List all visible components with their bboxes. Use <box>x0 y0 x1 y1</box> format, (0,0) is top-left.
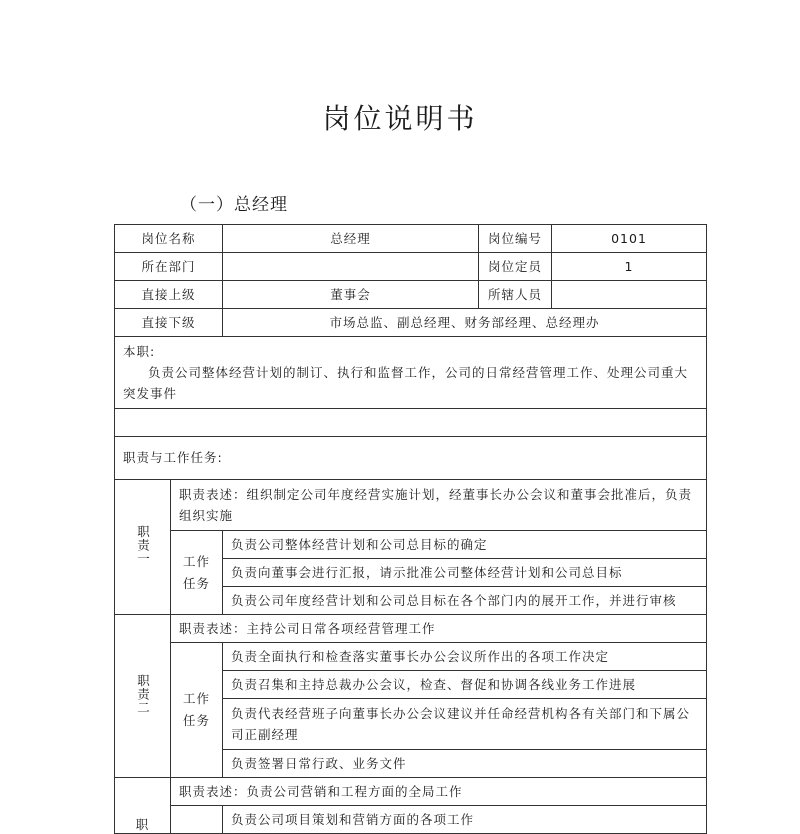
duty-1-task-label <box>171 531 223 615</box>
duty-summary-cell <box>115 337 707 409</box>
duty-2-description: 职责表述：主持公司日常各项经营管理工作 <box>171 615 707 643</box>
department-value <box>223 253 479 281</box>
duty-2-task-2: 负责召集和主持总裁办公会议，检查、督促和协调各线业务工作进展 <box>223 671 707 699</box>
duty-2-task-4: 负责签署日常行政、业务文件 <box>223 750 707 778</box>
duty-1-description-row <box>115 480 707 531</box>
subordinates-count-value <box>552 281 707 309</box>
duty-1-task-2: 负责向董事会进行汇报，请示批准公司整体经营计划和公司总目标 <box>223 559 707 587</box>
duty-2-task-label-text: 工作任务 <box>182 691 210 728</box>
duty-3-task-label-cell <box>171 806 223 834</box>
section-title: （一）总经理 <box>180 195 288 215</box>
row-blank <box>115 409 707 437</box>
superior-value: 董事会 <box>223 281 479 309</box>
document-title: 岗位说明书 <box>322 102 478 135</box>
row-duty-summary <box>115 337 707 409</box>
subordinate-value: 市场总监、副总经理、财务部经理、总经理办 <box>223 309 707 337</box>
duty-3-description-row <box>115 778 707 806</box>
duty-1-name <box>115 480 171 615</box>
duty-1-task-3: 负责公司年度经营计划和公司总目标在各个部门内的展开工作，并进行审核 <box>223 587 707 615</box>
duties-heading: 职责与工作任务: <box>115 437 707 480</box>
duty-summary-text: 负责公司整体经营计划的制订、执行和监督工作，公司的日常经营管理工作、处理公司重大突发事件 <box>123 365 689 401</box>
row-department <box>115 253 707 281</box>
subordinate-label: 直接下级 <box>115 309 223 337</box>
duty-3-task-1: 负责公司项目策划和营销方面的各项工作 <box>223 806 707 834</box>
blank-cell <box>115 409 707 437</box>
duty-summary-label: 本职: <box>123 344 156 359</box>
duty-1-name-text: 职责一 <box>135 524 151 566</box>
subordinates-count-label: 所辖人员 <box>479 281 552 309</box>
duty-2-name <box>115 615 171 778</box>
duty-2-task-label <box>171 643 223 778</box>
duty-3-name <box>115 778 171 834</box>
duty-2-description-row <box>115 615 707 643</box>
staff-count-value: 1 <box>552 253 707 281</box>
duty-2-task-3: 负责代表经营班子向董事长办公会议建议并任命经营机构各有关部门和下属公司正副经理 <box>223 699 707 750</box>
row-duties-heading <box>115 437 707 480</box>
duty-2-name-text: 职责二 <box>135 673 151 715</box>
position-name-value: 总经理 <box>223 225 479 253</box>
row-superior <box>115 281 707 309</box>
duty-3-name-text: 职 <box>135 817 150 832</box>
position-name-label: 岗位名称 <box>115 225 223 253</box>
position-code-value: 0101 <box>552 225 707 253</box>
duty-3-task-row <box>115 806 707 834</box>
duty-2-task-1: 负责全面执行和检查落实董事长办公会议所作出的各项工作决定 <box>223 643 707 671</box>
duty-2-task-row <box>115 643 707 671</box>
department-label: 所在部门 <box>115 253 223 281</box>
duty-1-task-row <box>115 531 707 559</box>
duty-3-description: 职责表述：负责公司营销和工程方面的全局工作 <box>171 778 707 806</box>
row-position-name <box>115 225 707 253</box>
job-description-table <box>114 224 707 834</box>
row-subordinates <box>115 309 707 337</box>
superior-label: 直接上级 <box>115 281 223 309</box>
position-code-label: 岗位编号 <box>479 225 552 253</box>
duty-1-description: 职责表述：组织制定公司年度经营实施计划，经董事长办公会议和董事会批准后，负责组织实施 <box>171 480 707 531</box>
duty-1-task-label-text: 工作任务 <box>182 553 210 591</box>
duty-1-task-1: 负责公司整体经营计划和公司总目标的确定 <box>223 531 707 559</box>
staff-count-label: 岗位定员 <box>479 253 552 281</box>
